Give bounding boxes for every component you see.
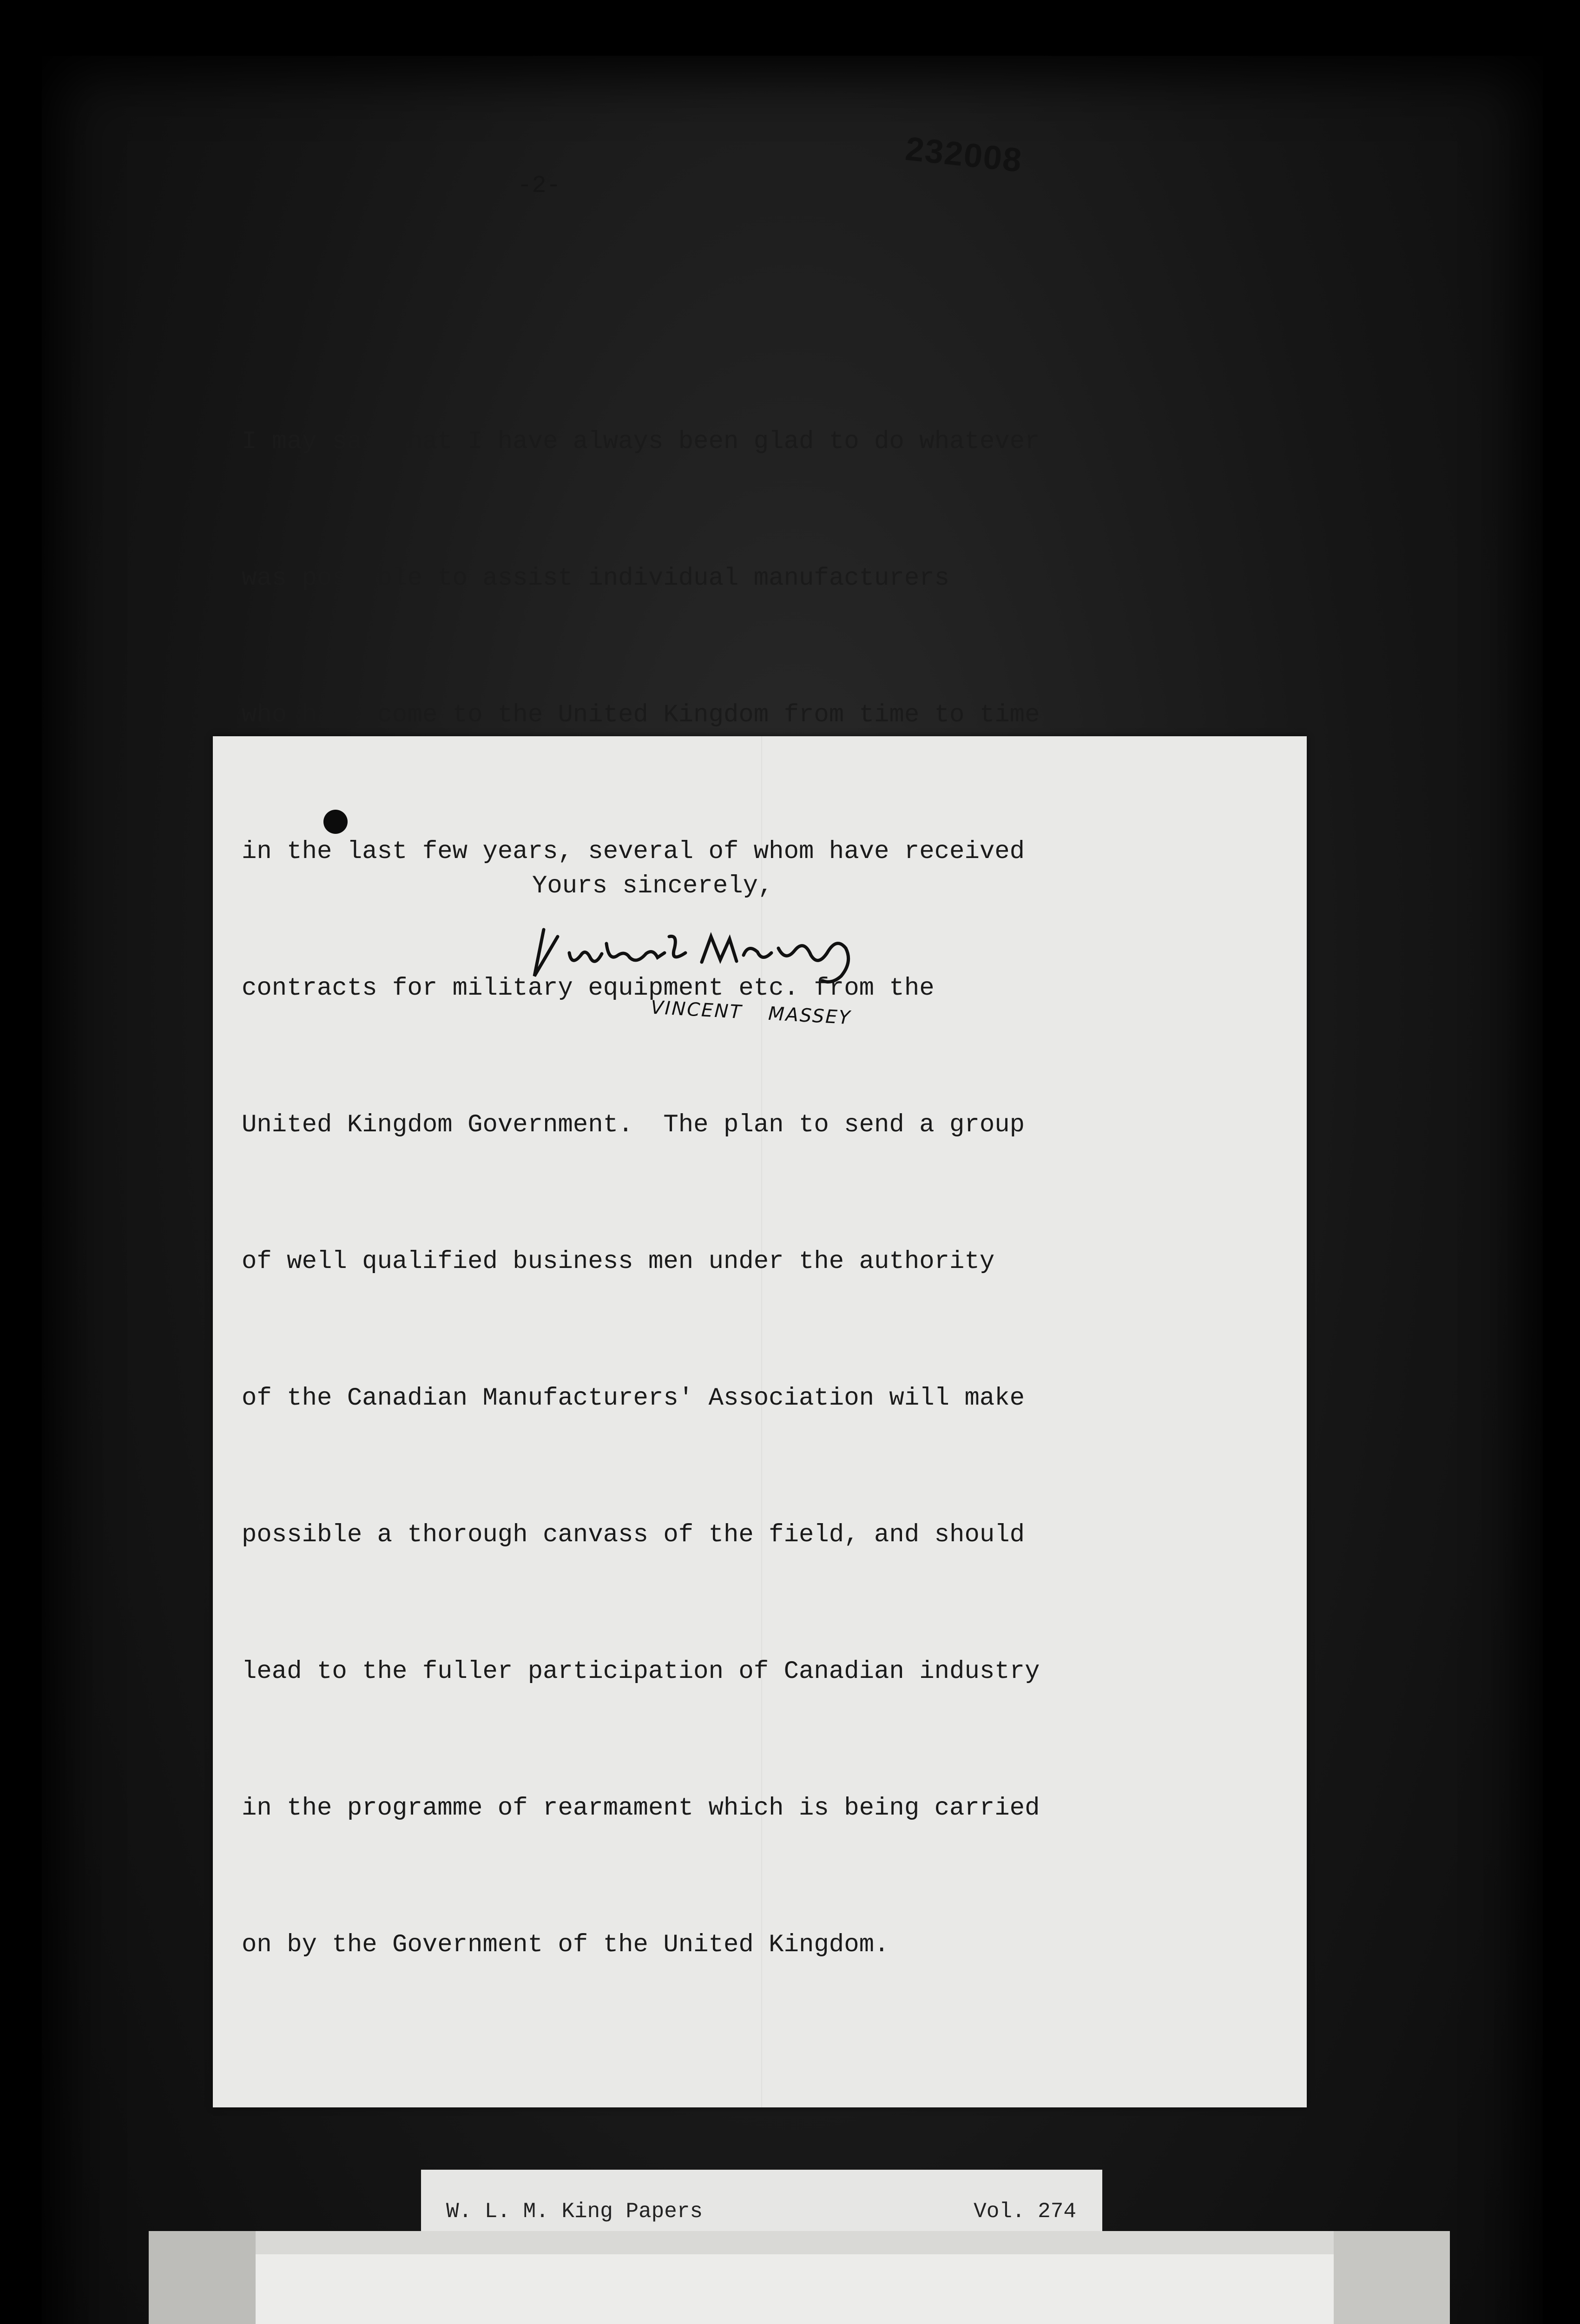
archive-card xyxy=(149,2231,1450,2324)
body-line: lead to the fuller participation of Canadian industry xyxy=(242,1657,1040,1686)
body-line: United Kingdom Government. The plan to send a group xyxy=(242,1111,1025,1139)
letter-closing: Yours sincerely, xyxy=(532,872,773,900)
signer-name: VINCENT MASSEY xyxy=(650,997,852,1029)
archive-stamp-number: 232008 xyxy=(903,130,1024,179)
body-line: who have come to the United Kingdom from time to time xyxy=(242,701,1040,729)
volume-number: Vol. 274 xyxy=(974,2199,1076,2224)
body-line: in the last few years, several of whom have received xyxy=(242,838,1025,866)
body-line: on by the Government of the United Kingdom. xyxy=(242,1931,889,1959)
letter-body xyxy=(242,328,1040,2014)
body-line: possible a thorough canvass of the field, and should xyxy=(242,1521,1025,1549)
body-line: of well qualified business men under the authority xyxy=(242,1248,995,1276)
collection-name: W. L. M. King Papers xyxy=(446,2199,703,2224)
card-right-band xyxy=(1334,2231,1450,2324)
page-number: -2- xyxy=(517,172,561,199)
body-line: contracts for military equipment etc. from the xyxy=(242,974,935,1003)
handwritten-signature xyxy=(525,911,878,985)
body-line: in the programme of rearmament which is being carried xyxy=(242,1794,1040,1822)
body-line: of the Canadian Manufacturers' Association will make xyxy=(242,1384,1025,1413)
card-inner xyxy=(256,2254,1334,2324)
card-left-band xyxy=(149,2231,256,2324)
body-line: I may say that I have always been glad to do whatever xyxy=(242,428,1040,456)
body-line: was possible to assist individual manufacturers xyxy=(242,564,950,593)
